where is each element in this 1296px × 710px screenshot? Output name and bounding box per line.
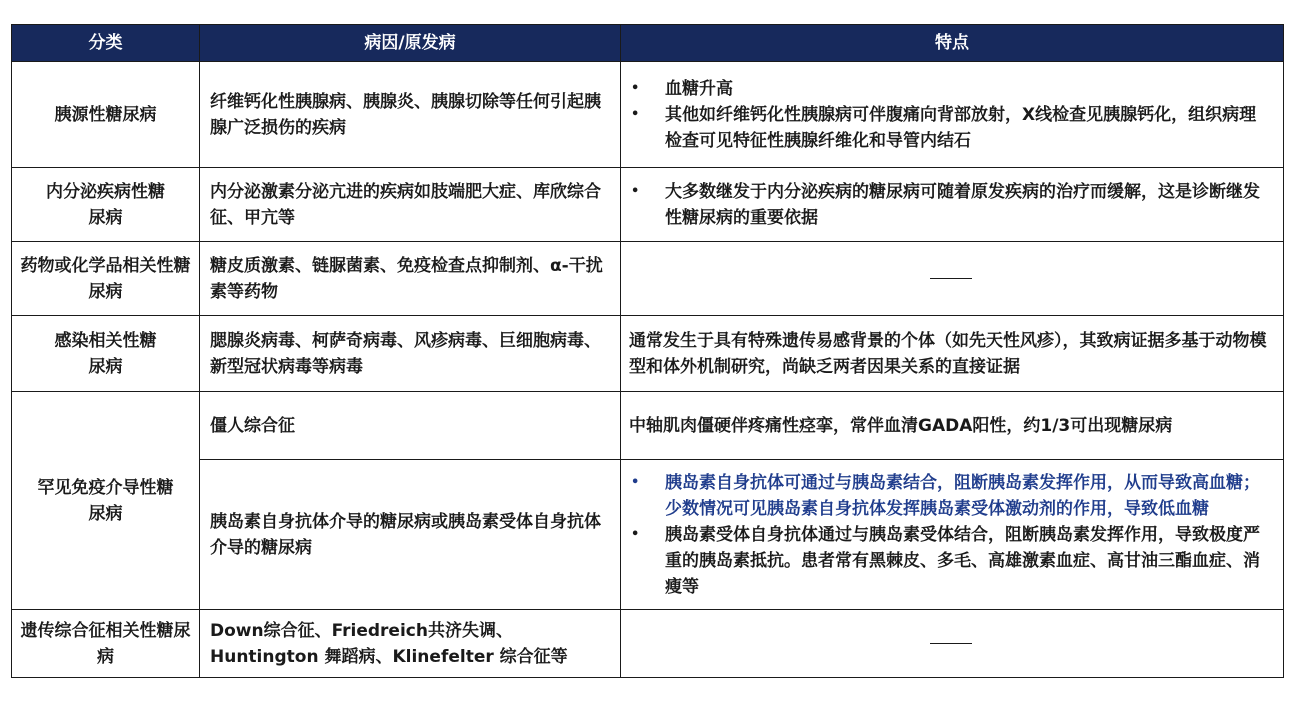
row-features: 中轴肌肉僵硬伴疼痛性痉挛，常伴血清GADA阳性，约1/3可出现糖尿病 xyxy=(621,392,1284,460)
table-header-row xyxy=(12,25,1284,62)
empty-dash xyxy=(930,643,972,644)
row-cause: 纤维钙化性胰腺病、胰腺炎、胰腺切除等任何引起胰腺广泛损伤的疾病 xyxy=(200,62,621,168)
row-category: 内分泌疾病性糖尿病 xyxy=(12,168,200,242)
row-features xyxy=(621,168,1284,242)
row-cause: 胰岛素自身抗体介导的糖尿病或胰岛素受体自身抗体介导的糖尿病 xyxy=(200,460,621,610)
table-row xyxy=(12,610,1284,678)
feature-bullet: • 胰岛素自身抗体可通过与胰岛素结合，阻断胰岛素发挥作用，从而导致高血糖；少数情况可见胰岛素自身抗体发挥胰岛素受体激动剂的作用，导致低血糖 xyxy=(629,470,1273,522)
row-cause: Down综合征、Friedreich共济失调、Huntington 舞蹈病、Klinefelter 综合征等 xyxy=(200,610,621,678)
row-cause: 腮腺炎病毒、柯萨奇病毒、风疹病毒、巨细胞病毒、新型冠状病毒等病毒 xyxy=(200,316,621,392)
table-row xyxy=(12,242,1284,316)
row-features xyxy=(621,62,1284,168)
row-cause: 糖皮质激素、链脲菌素、免疫检查点抑制剂、α-干扰素等药物 xyxy=(200,242,621,316)
row-features xyxy=(621,610,1284,678)
table-row xyxy=(12,62,1284,168)
feature-bullet: • 大多数继发于内分泌疾病的糖尿病可随着原发疾病的治疗而缓解，这是诊断继发性糖尿病的重要依据 xyxy=(629,179,1273,231)
row-category: 感染相关性糖尿病 xyxy=(12,316,200,392)
header-category: 分类 xyxy=(12,25,200,62)
row-category: 遗传综合征相关性糖尿病 xyxy=(12,610,200,678)
row-category: 罕见免疫介导性糖尿病 xyxy=(12,392,200,610)
row-features xyxy=(621,460,1284,610)
table-row xyxy=(12,168,1284,242)
feature-bullet: • 其他如纤维钙化性胰腺病可伴腹痛向背部放射，X线检查见胰腺钙化，组织病理检查可见特征性胰腺纤维化和导管内结石 xyxy=(629,102,1273,154)
row-category: 胰源性糖尿病 xyxy=(12,62,200,168)
row-features: 通常发生于具有特殊遗传易感背景的个体（如先天性风疹），其致病证据多基于动物模型和体外机制研究，尚缺乏两者因果关系的直接证据 xyxy=(621,316,1284,392)
header-features: 特点 xyxy=(621,25,1284,62)
row-cause: 僵人综合征 xyxy=(200,392,621,460)
table-row xyxy=(12,460,1284,610)
table-row xyxy=(12,392,1284,460)
feature-bullet: • 血糖升高 xyxy=(629,76,1273,102)
row-cause: 内分泌激素分泌亢进的疾病如肢端肥大症、库欣综合征、甲亢等 xyxy=(200,168,621,242)
table-row xyxy=(12,316,1284,392)
feature-bullet: • 胰岛素受体自身抗体通过与胰岛素受体结合，阻断胰岛素发挥作用，导致极度严重的胰岛素抵抗。患者常有黑棘皮、多毛、高雄激素血症、高甘油三酯血症、消瘦等 xyxy=(629,522,1273,600)
empty-dash xyxy=(930,278,972,279)
row-features xyxy=(621,242,1284,316)
row-category: 药物或化学品相关性糖尿病 xyxy=(12,242,200,316)
header-cause: 病因/原发病 xyxy=(200,25,621,62)
diabetes-classification-table xyxy=(11,24,1284,678)
